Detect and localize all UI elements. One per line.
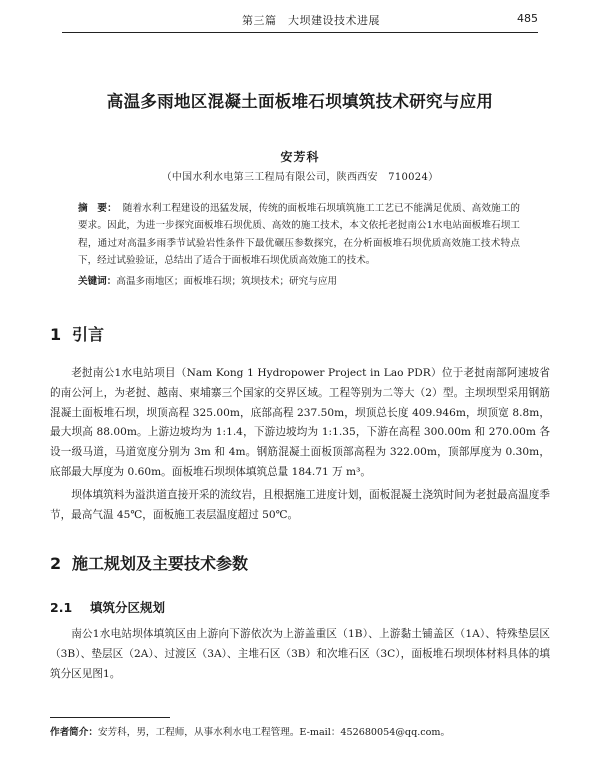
keywords bbox=[78, 273, 520, 290]
running-head-section: 第三篇 大坝建设技术进展 bbox=[242, 14, 380, 27]
running-head bbox=[62, 10, 538, 33]
author-affiliation: （中国水利水电第三工程局有限公司，陕西西安 710024） bbox=[161, 172, 439, 183]
subsection-title: 填筑分区规划 bbox=[90, 600, 166, 615]
section-number: 1 bbox=[50, 325, 62, 344]
page-number: 485 bbox=[517, 12, 538, 25]
paper-title: 高温多雨地区混凝土面板堆石坝填筑技术研究与应用 bbox=[106, 92, 494, 111]
subsection-heading-2-1 bbox=[50, 598, 165, 616]
section-number: 2 bbox=[50, 554, 62, 573]
paragraph: 老挝南公1水电站项目（Nam Kong 1 Hydropower Project in Lao PDR）位于老挝南部阿速坡省的南公河上，为老挝、越南、柬埔寨三个国家的交界区域。工程等别为二等大（2）型。主坝坝型采用钢筋混凝土面板堆石坝，坝顶高程 325.00m，底部高程 237.50m，坝顶总长度 409.946m，坝顶宽 8.8m，最大坝高 88.00m。上游边坡均为 1:1.4，下游边坡均为 1:1.35，下游在高程 300.00m 和 270.00m 各设一级马道，马道宽度分别为 3m 和 4m。钢筋混凝土面板顶部高程为 322.00m，顶部厚度为 0.30m，底部最大厚度为 0.60m。面板堆石坝坝体填筑总量 184.71 万 m³。 bbox=[50, 367, 550, 478]
footnote-divider bbox=[50, 717, 170, 718]
keywords-text: 高温多雨地区；面板堆石坝；筑坝技术；研究与应用 bbox=[116, 276, 338, 287]
section-heading-2 bbox=[50, 551, 248, 574]
abstract bbox=[78, 200, 520, 270]
subsection-number: 2.1 bbox=[50, 600, 73, 615]
section-title: 引言 bbox=[72, 325, 105, 344]
abstract-text: 随着水利工程建设的迅猛发展，传统的面板堆石坝填筑施工工艺已不能满足优质、高效施工的要求。因此，为进一步探究面板堆石坝优质、高效的施工技术，本文依托老挝南公1水电站面板堆石坝工程，通过对高温多雨季节试验岩性条件下最优碾压参数探究，在分析面板堆石坝优质高效施工技术特点下，经过试验验证，总结出了适合于面板堆石坝优质高效施工的技术。 bbox=[78, 203, 521, 267]
footnote-text: 安芳科，男，工程师，从事水利水电工程管理。E-mail：452680054@qq.com。 bbox=[97, 727, 451, 738]
abstract-label: 摘 要： bbox=[78, 203, 117, 214]
footnote-label: 作者简介： bbox=[50, 727, 98, 738]
author-footnote bbox=[50, 724, 560, 738]
paragraph: 南公1水电站坝体填筑区由上游向下游依次为上游盖重区（1B）、上游黏土铺盖区（1A）、特殊垫层区（3B）、垫层区（2A）、过渡区（3A）、主堆石区（3B）和次堆石区（3C），面板堆石坝坝体材料具体的填筑分区见图1。 bbox=[50, 628, 550, 680]
section-heading-1 bbox=[50, 322, 104, 345]
author-name: 安芳科 bbox=[280, 150, 320, 164]
section-title: 施工规划及主要技术参数 bbox=[72, 554, 249, 573]
keywords-label: 关键词： bbox=[78, 276, 117, 287]
paragraph: 坝体填筑料为溢洪道直接开采的流纹岩，且根据施工进度计划，面板混凝土浇筑时间为老挝最高温度季节，最高气温 45℃，面板施工表层温度超过 50℃。 bbox=[50, 489, 550, 521]
